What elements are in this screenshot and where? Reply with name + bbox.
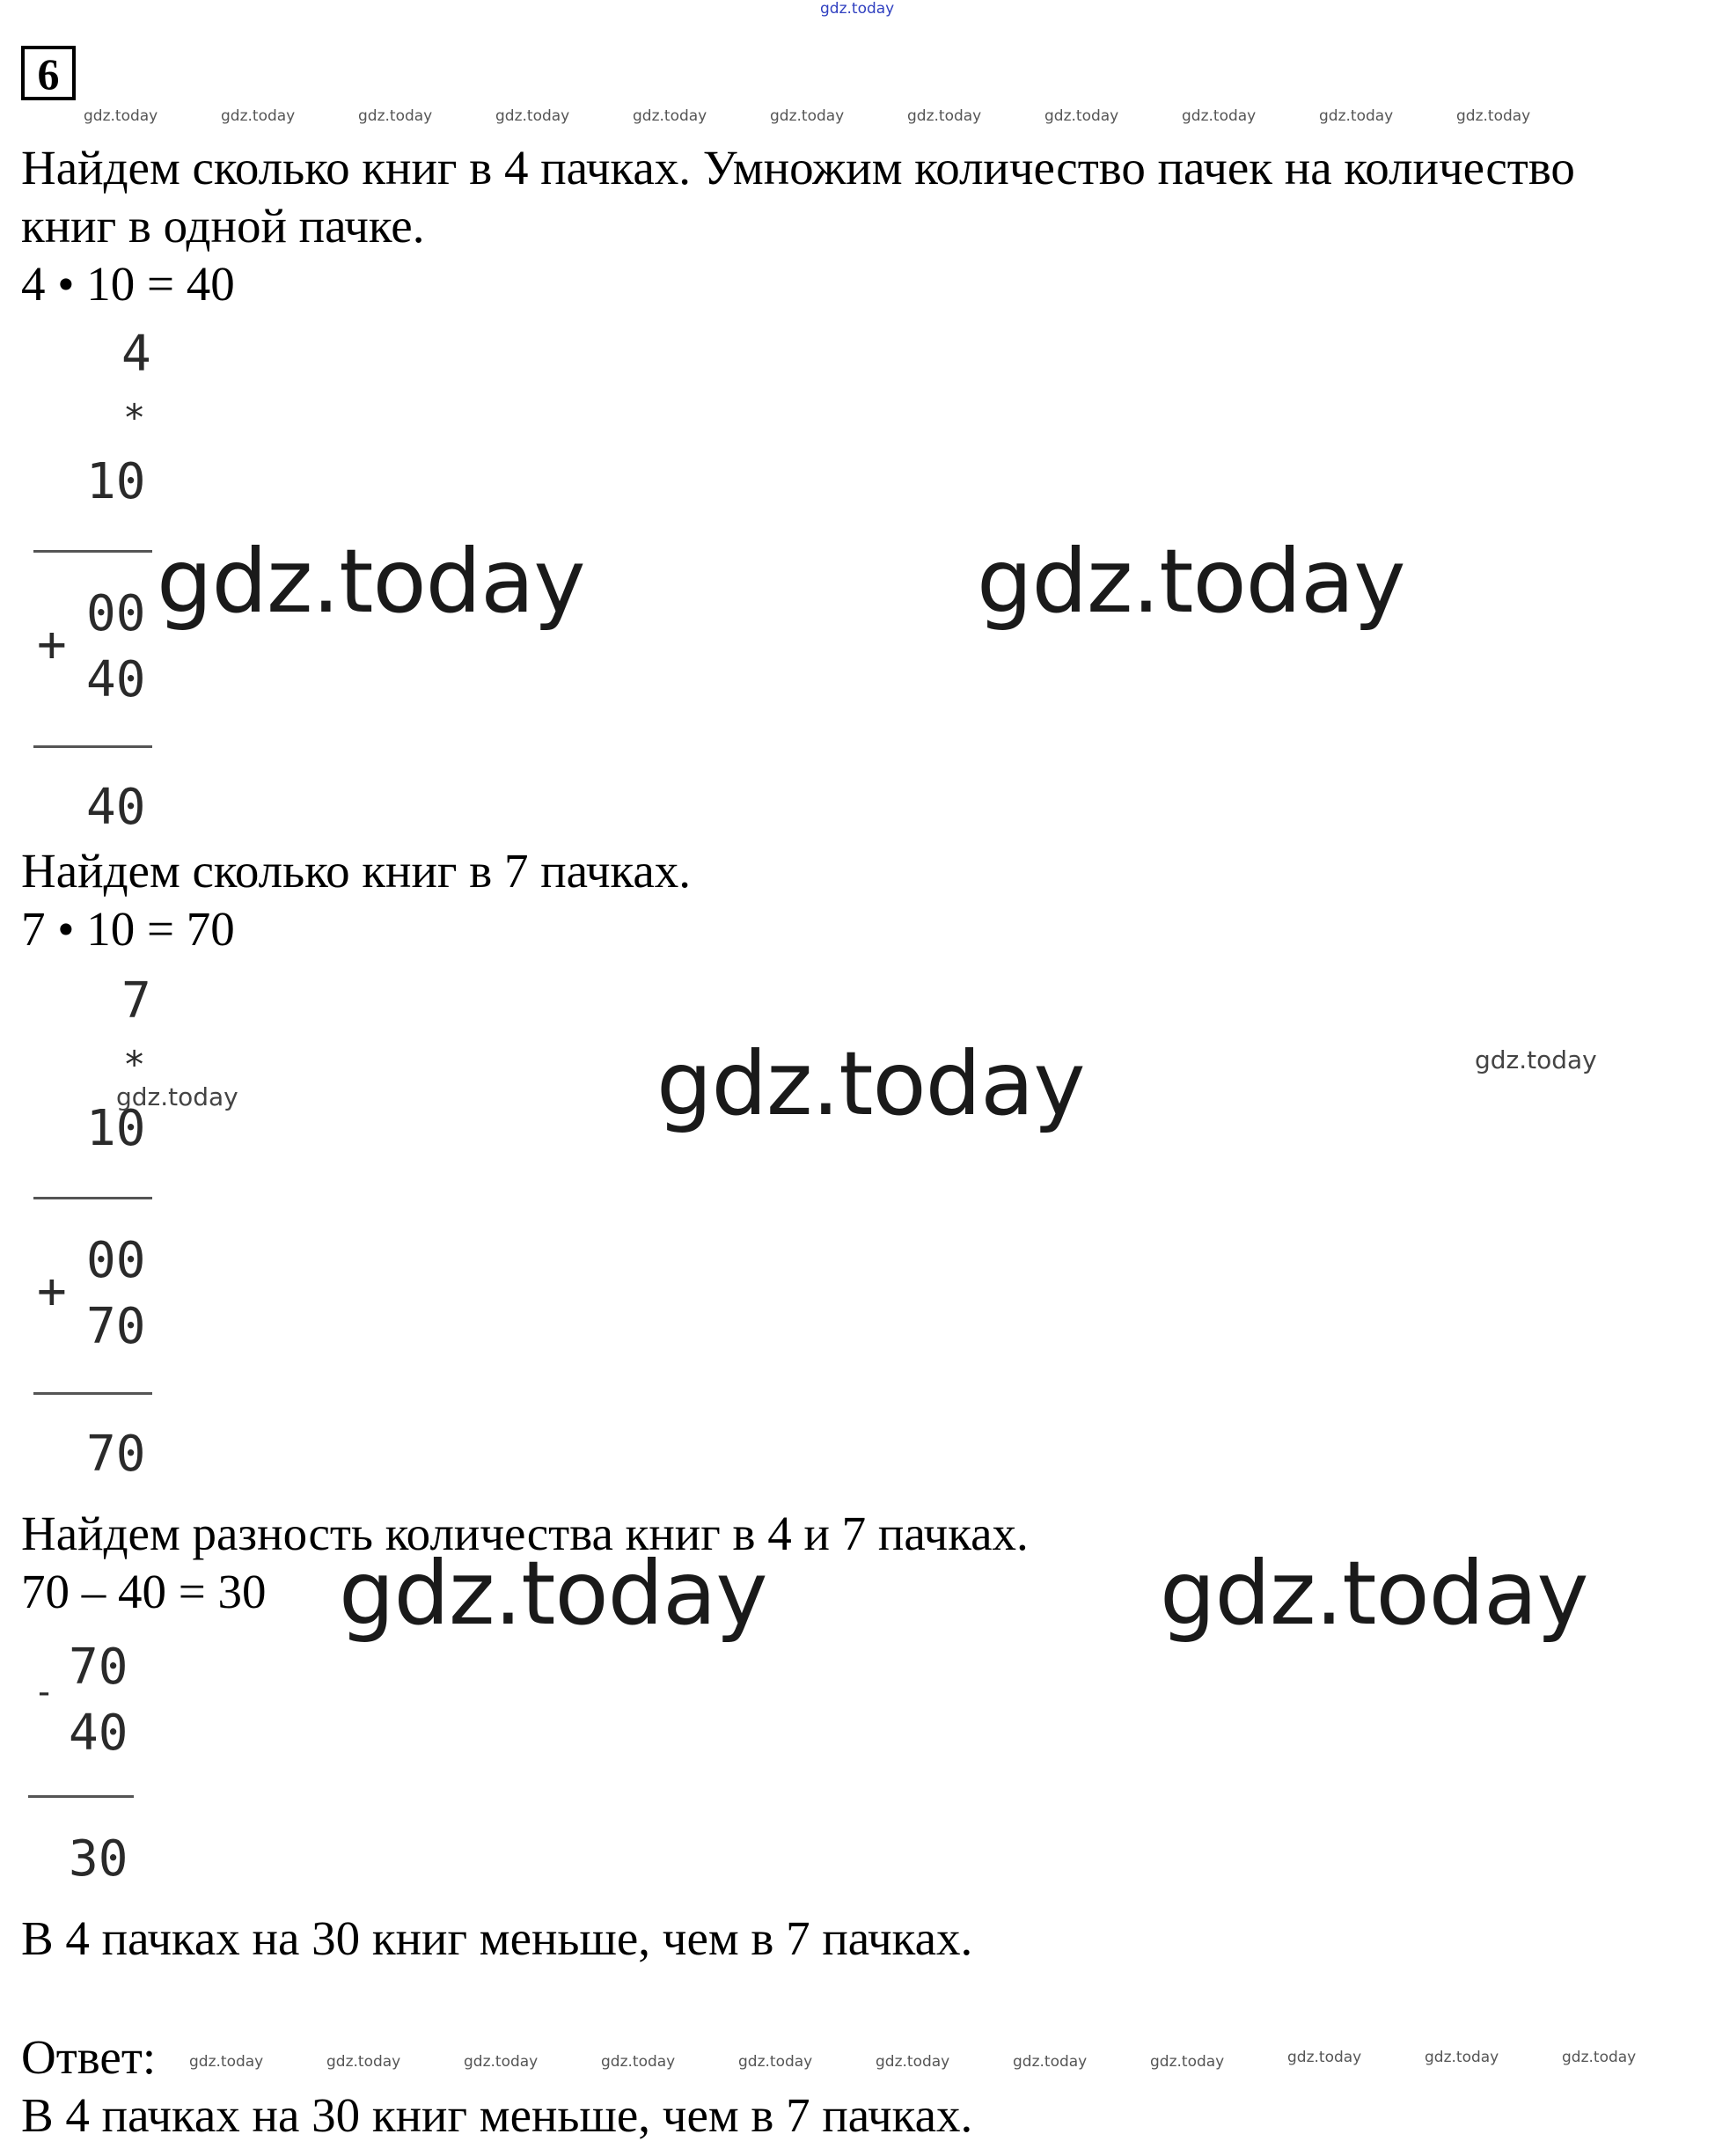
- watermark-small: gdz.today: [1319, 107, 1394, 125]
- watermark-large: gdz.today: [1160, 1542, 1588, 1645]
- task-number-box: 6: [21, 46, 76, 100]
- paragraph-line: Найдем разность количества книг в 4 и 7 пачках.: [21, 1507, 1029, 1560]
- watermark-small: gdz.today: [1013, 2053, 1088, 2071]
- minuend: 70: [69, 1639, 128, 1696]
- watermark-small: gdz.today: [1562, 2049, 1637, 2066]
- watermark-small: gdz.today: [876, 2053, 950, 2071]
- watermark-small: gdz.today: [770, 107, 845, 125]
- answer-text: В 4 пачках на 30 книг меньше, чем в 7 пачках.: [21, 2088, 973, 2142]
- multiplier: 10: [86, 453, 146, 510]
- answer-label: Ответ:: [21, 2030, 157, 2084]
- multiplicand: 4: [121, 326, 151, 383]
- paragraph-line: Найдем сколько книг в 4 пачках. Умножим количество пачек на количество: [21, 141, 1575, 194]
- watermark-small: gdz.today: [601, 2053, 676, 2071]
- separator-line: [33, 550, 152, 553]
- watermark-small: gdz.today: [1456, 107, 1531, 125]
- multiplicand: 7: [121, 972, 151, 1030]
- watermark-large: gdz.today: [977, 530, 1405, 633]
- watermark-medium: gdz.today: [1475, 1045, 1597, 1074]
- paragraph-line: книг в одной пачке.: [21, 199, 425, 253]
- multiplier: 10: [86, 1100, 146, 1157]
- watermark-small: gdz.today: [358, 107, 433, 125]
- watermark-small: gdz.today: [1287, 2049, 1362, 2066]
- result: 30: [69, 1830, 128, 1888]
- paragraph-line: Найдем сколько книг в 7 пачках.: [21, 844, 692, 898]
- operator: -: [33, 1672, 55, 1712]
- watermark-small: gdz.today: [84, 107, 158, 125]
- watermark-small: gdz.today: [464, 2053, 539, 2071]
- watermark-medium: gdz.today: [116, 1082, 238, 1111]
- equation: 7 • 10 = 70: [21, 902, 235, 956]
- watermark-small: gdz.today: [1425, 2049, 1499, 2066]
- separator-line: [28, 1795, 134, 1798]
- separator-line: [33, 745, 152, 748]
- watermark-large: gdz.today: [339, 1542, 767, 1645]
- watermark-top: gdz.today: [820, 0, 895, 18]
- watermark-small: gdz.today: [633, 107, 707, 125]
- watermark-small: gdz.today: [738, 2053, 813, 2071]
- watermark-small: gdz.today: [1182, 107, 1257, 125]
- watermark-small: gdz.today: [189, 2053, 264, 2071]
- watermark-small: gdz.today: [907, 107, 982, 125]
- watermark-small: gdz.today: [1150, 2053, 1225, 2071]
- watermark-small: gdz.today: [495, 107, 570, 125]
- subtrahend: 40: [69, 1705, 128, 1762]
- result: 70: [86, 1426, 146, 1483]
- operator: +: [37, 1263, 67, 1320]
- result: 40: [86, 779, 146, 836]
- operator: *: [123, 396, 146, 439]
- watermark-small: gdz.today: [326, 2053, 401, 2071]
- operator: *: [123, 1043, 146, 1086]
- watermark-small: gdz.today: [221, 107, 296, 125]
- partial-product: 00: [86, 585, 146, 642]
- separator-line: [33, 1197, 152, 1199]
- equation: 70 – 40 = 30: [21, 1565, 267, 1618]
- partial-product: 40: [86, 651, 146, 708]
- partial-product: 00: [86, 1232, 146, 1289]
- equation: 4 • 10 = 40: [21, 257, 235, 311]
- separator-line: [33, 1392, 152, 1395]
- watermark-large: gdz.today: [157, 530, 585, 633]
- operator: +: [37, 616, 67, 673]
- partial-product: 70: [86, 1298, 146, 1355]
- watermark-small: gdz.today: [1044, 107, 1119, 125]
- watermark-large: gdz.today: [656, 1032, 1085, 1135]
- conclusion-text: В 4 пачках на 30 книг меньше, чем в 7 пачках.: [21, 1911, 973, 1965]
